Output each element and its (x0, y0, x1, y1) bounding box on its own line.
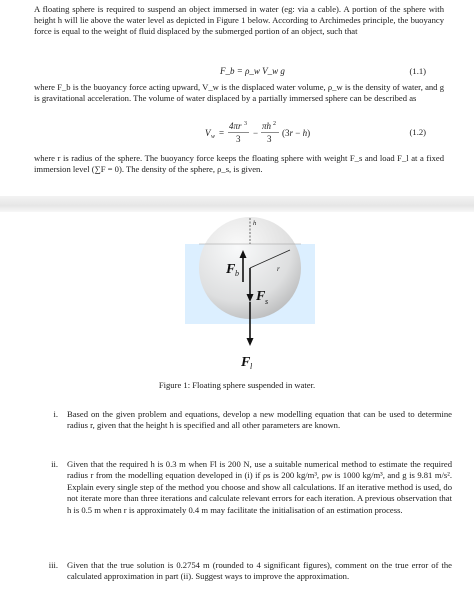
svg-text:V: V (205, 128, 211, 138)
figure-caption: Figure 1: Floating sphere suspended in water. (158, 380, 316, 390)
svg-text:4πr: 4πr (229, 121, 242, 131)
question-iii (34, 560, 452, 600)
svg-text:3: 3 (244, 121, 247, 127)
fb-subscript: b (235, 269, 239, 278)
svg-text:=: = (219, 128, 225, 138)
buoyancy-paragraph: where F_b is the buoyancy force acting upward, V_w is the displaced water volume, ρ_w is the density of water, and g is gravitational acceleration. The volume of water displaced by a partially immersed sphere can be described as (34, 82, 444, 104)
fs-subscript: s (265, 297, 269, 306)
fl-subscript: l (250, 362, 253, 371)
svg-text:πh: πh (262, 121, 272, 131)
svg-text:w: w (211, 134, 216, 140)
svg-text:2: 2 (273, 121, 276, 127)
equation-1-2 (205, 118, 365, 148)
svg-text:3: 3 (267, 134, 272, 144)
sphere-paragraph: where r is radius of the sphere. The buoyancy force keeps the floating sphere with weight F_s and load F_l at a fixed immersion level (∑F = 0). The density of the sphere, ρ_s, is given. (34, 153, 444, 175)
intro-paragraph: A floating sphere is required to suspend an object immersed in water (eg: via a cable). A portion of the sphere with height h will lie above the water level as depicted in Figure 1 below. According to Archimedes principle, the buoyancy force is equal to the weight of fluid displaced by the submerged portion of an object, such that (34, 4, 444, 37)
equation-1-1: F_b = ρ_w V_w g (220, 66, 285, 76)
svg-text:−: − (253, 128, 259, 138)
equation-number-1-1: (1.1) (409, 66, 426, 76)
fs-label: F (256, 289, 266, 304)
question-number: iii. (48, 560, 58, 570)
floating-sphere-figure (0, 212, 474, 372)
fl-label: F (241, 355, 251, 370)
svg-text:(3r − h): (3r − h) (282, 128, 311, 138)
question-number: i. (53, 409, 58, 419)
question-text: Given that the true solution is 0.2754 m (rounded to 4 significant figures), comment on the true error of the calculated approximation in part (ii). Suggest ways to improve the approximation. (67, 560, 452, 582)
section-divider (0, 196, 474, 212)
question-ii (34, 459, 452, 549)
svg-text:3: 3 (236, 134, 241, 144)
question-i (34, 409, 452, 445)
question-text: Given that the required h is 0.3 m when Fl is 200 N, use a suitable numerical method to estimate the required radius r from the modelling equation developed in (i) if ρs is 200 kg/m³, ρw is 1000 kg/m³, and g is 9.81 m/s². Explain every single step of the method you choose and show all calculations. If an iterative method is used, do not iterate more than three iterations and calculate relevant errors for each iteration. A previous observation that h is 0.5 m when r is approximately 0.4 m may facilitate the initialisation of an estimation process. (67, 459, 452, 515)
question-text: Based on the given problem and equations, develop a new modelling equation that can be used to determine radius r, given that the height h is specified and all other parameters are known. (67, 409, 452, 431)
h-label: h (253, 220, 257, 227)
r-label: r (277, 265, 280, 273)
equation-number-1-2: (1.2) (409, 127, 426, 137)
load-arrowhead (247, 338, 254, 346)
fb-label: F (226, 262, 236, 277)
question-number: ii. (51, 459, 58, 469)
